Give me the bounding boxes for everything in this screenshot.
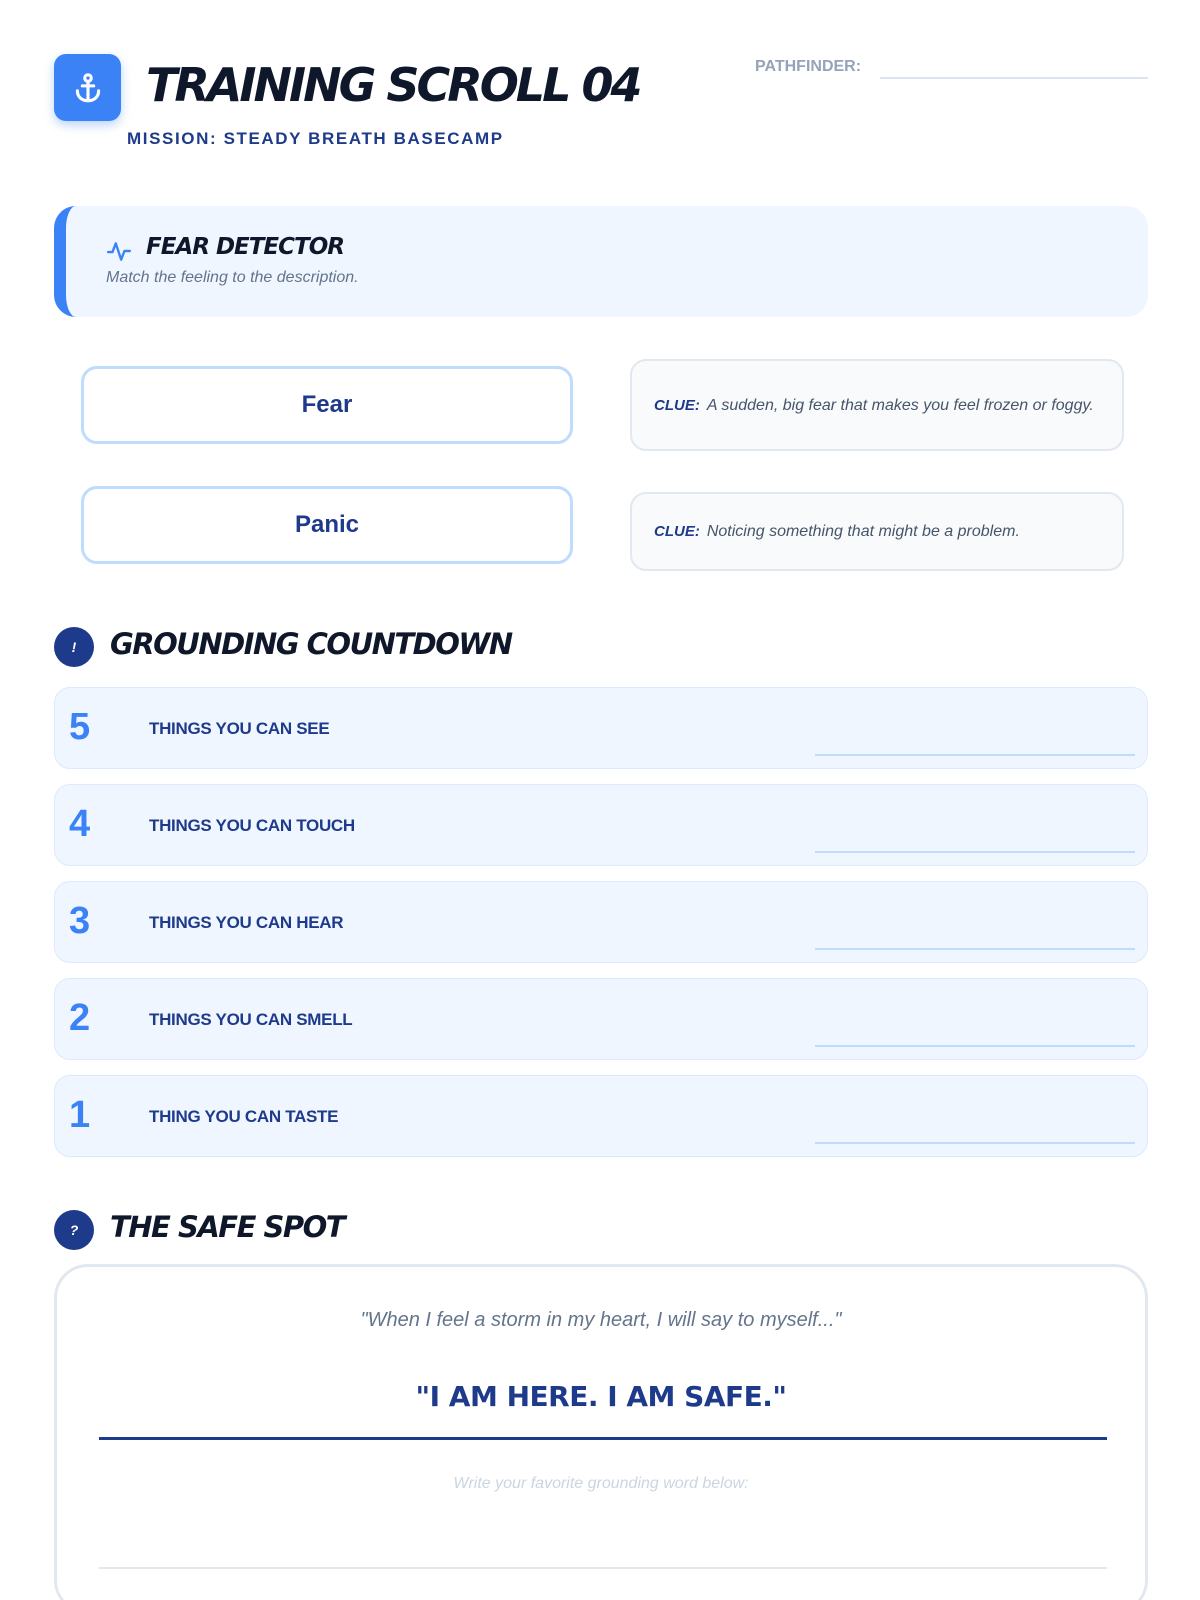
clue-text-1: A sudden, big fear that makes you feel frozen or foggy.: [706, 396, 1094, 414]
mission-subtitle: MISSION: STEADY BREATH BASECAMP: [127, 129, 504, 148]
fear-detector-banner: [54, 206, 1148, 317]
clue-card-1[interactable]: [630, 359, 1124, 451]
countdown-number: 4: [69, 803, 91, 845]
clue-text-2: Noticing something that might be a problem.: [706, 523, 1020, 540]
anchor-icon: [71, 71, 105, 105]
answer-line[interactable]: [815, 948, 1135, 950]
fear-detector-instructions: Match the feeling to the description.: [106, 269, 359, 286]
safe-spot-prompt: "When I feel a storm in my heart, I will say to myself...": [360, 1309, 842, 1331]
answer-line[interactable]: [815, 1142, 1135, 1144]
countdown-label: THINGS YOU CAN HEAR: [149, 913, 344, 932]
safe-spot-mantra: "I AM HERE. I AM SAFE.": [415, 1380, 787, 1413]
countdown-row-smell: [54, 978, 1148, 1060]
grounding-word-field[interactable]: [99, 1567, 1107, 1569]
question-badge: ?: [54, 1210, 94, 1250]
alert-badge: !: [54, 627, 94, 667]
countdown-label: THING YOU CAN TASTE: [149, 1107, 339, 1126]
pathfinder-name-field[interactable]: [880, 77, 1148, 79]
countdown-row-touch: [54, 784, 1148, 866]
pathfinder-label: PATHFINDER:: [755, 58, 862, 75]
countdown-number: 1: [69, 1094, 91, 1136]
countdown-row-hear: [54, 881, 1148, 963]
clue-tag: CLUE:: [654, 523, 700, 540]
clue-tag: CLUE:: [654, 396, 700, 414]
page-title: TRAINING SCROLL 04: [146, 58, 640, 112]
safe-spot-hint: Write your favorite grounding word below:: [453, 1475, 749, 1492]
safe-spot-card: [54, 1264, 1148, 1600]
clue-card-2[interactable]: [630, 492, 1124, 571]
grounding-title: GROUNDING COUNTDOWN: [110, 627, 512, 661]
countdown-number: 3: [69, 900, 91, 942]
answer-line[interactable]: [815, 1045, 1135, 1047]
safe-spot-title: THE SAFE SPOT: [110, 1210, 345, 1244]
pulse-icon: [106, 238, 132, 264]
countdown-label: THINGS YOU CAN SMELL: [149, 1010, 353, 1029]
countdown-number: 5: [69, 706, 91, 748]
answer-line[interactable]: [815, 754, 1135, 756]
term-fear[interactable]: Fear: [81, 366, 573, 444]
countdown-number: 2: [69, 997, 91, 1039]
countdown-label: THINGS YOU CAN TOUCH: [149, 816, 355, 835]
anchor-logo: [54, 54, 121, 121]
term-panic[interactable]: Panic: [81, 486, 573, 564]
countdown-row-see: [54, 687, 1148, 769]
divider: [99, 1437, 1107, 1440]
countdown-row-taste: [54, 1075, 1148, 1157]
answer-line[interactable]: [815, 851, 1135, 853]
fear-detector-title: FEAR DETECTOR: [146, 234, 344, 260]
countdown-label: THINGS YOU CAN SEE: [149, 719, 330, 738]
